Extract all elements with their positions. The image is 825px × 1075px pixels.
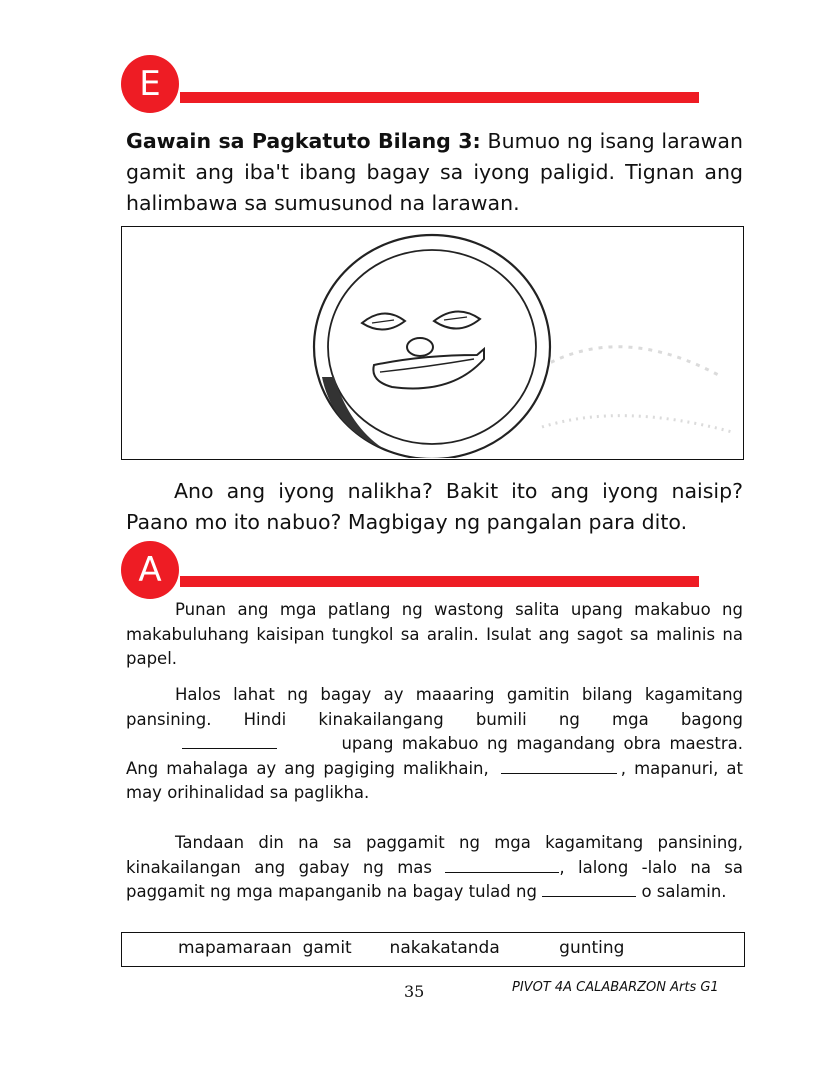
example-face-drawing: [122, 227, 742, 458]
p1-text-a: Halos lahat ng bagay ay maaaring gamitin bilang kagamitang pansining. Hindi kinakailangang bumili ng mga bagong: [126, 685, 743, 729]
fill-in-paragraph-2: [126, 831, 743, 905]
blank-1: [182, 747, 277, 749]
section-e-rule: [180, 92, 699, 103]
section-e-badge: E: [121, 55, 179, 113]
section-a-rule: [180, 576, 699, 587]
p1-text-c: , mapanuri, at may orihinalidad sa paglikha.: [126, 758, 743, 802]
word-bank: mapamaraan gamit nakakatanda gunting: [121, 932, 745, 967]
footer-source: PIVOT 4A CALABARZON Arts G1: [512, 980, 719, 995]
page-number: 35: [404, 982, 425, 1001]
blank-3: [445, 871, 559, 873]
blank-2: [501, 772, 617, 774]
p2-text-a: Tandaan din na sa paggamit ng mga kagamitang pansining, kinakailangan ang gabay ng mas: [126, 833, 743, 877]
fill-in-paragraph-1: [126, 683, 743, 806]
p2-text-c: o salamin.: [641, 882, 727, 901]
activity-text: Bumuo ng isang larawan gamit ang iba't ibang bagay sa iyong paligid. Tignan ang halimbawa sa sumusunod na larawan.: [126, 129, 743, 215]
activity-title: Gawain sa Pagkatuto Bilang 3:: [126, 129, 481, 153]
example-picture-frame: [121, 226, 744, 460]
section-a-badge: A: [121, 541, 179, 599]
activity-instruction: [126, 126, 743, 219]
reflection-questions: Ano ang iyong nalikha? Bakit ito ang iyong naisip? Paano mo ito nabuo? Magbigay ng pangalan para dito.: [126, 479, 743, 534]
p2-text-b: , lalong -lalo na sa paggamit ng mga mapanganib na bagay tulad ng: [126, 857, 744, 901]
p1-text-b: upang makabuo ng magandang obra maestra. Ang mahalaga ay ang pagiging malikhain,: [126, 734, 743, 778]
fill-in-directions: Punan ang mga patlang ng wastong salita upang makabuo ng makabuluhang kaisipan tungkol sa aralin. Isulat ang sagot sa malinis na papel.: [126, 600, 743, 668]
blank-4: [542, 895, 636, 897]
